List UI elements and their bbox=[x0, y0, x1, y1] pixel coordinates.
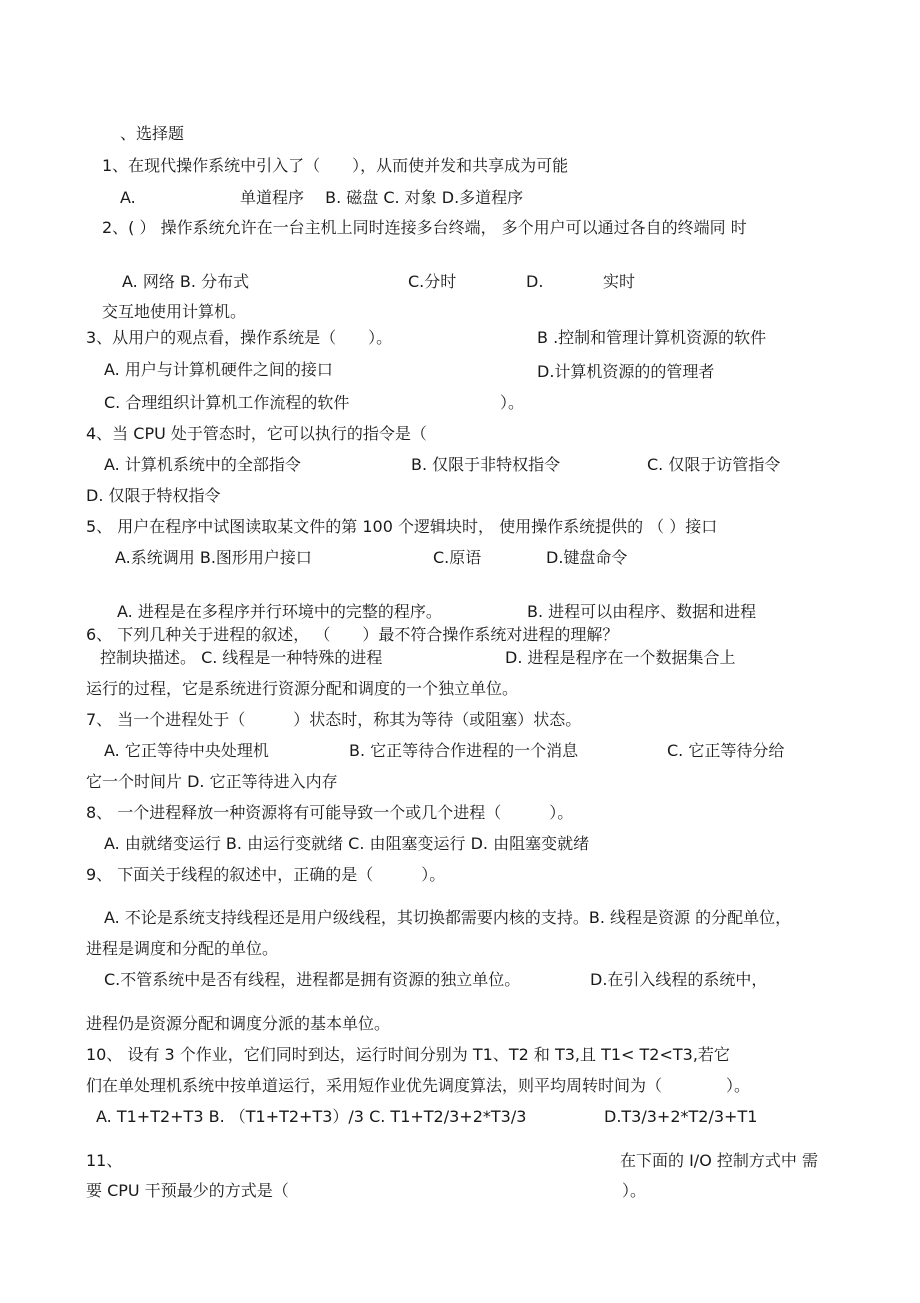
q11-number: 11、 bbox=[86, 1151, 123, 1170]
q10-line2: 们在单处理机系统中按单道运行，采用短作业优先调度算法，则平均周转时间为（ ）。 bbox=[86, 1076, 751, 1095]
q6-option-d: D. 进程是程序在一个数据集合上 bbox=[505, 648, 736, 667]
q7-option-c: C. 它正等待分给 bbox=[667, 741, 785, 760]
q6-option-a: A. 进程是在多程序并行环境中的完整的程序。 bbox=[117, 602, 442, 621]
q2-stem: 2、( ） 操作系统允许在一台主机上同时连接多台终端， 多个用户可以通过各自的终端同 时 bbox=[102, 218, 747, 237]
q8-options: A. 由就绪变运行 B. 由运行变就绪 C. 由阻塞变运行 D. 由阻塞变就绪 bbox=[104, 834, 590, 853]
q3-option-b: B .控制和管理计算机资源的软件 bbox=[537, 328, 767, 347]
q4-stem: 4、当 CPU 处于管态时，它可以执行的指令是（ bbox=[86, 424, 427, 443]
q9-option-d: D.在引入线程的系统中， bbox=[590, 970, 768, 989]
section-title: 、选择题 bbox=[120, 124, 185, 143]
q9-stem: 9、 下面关于线程的叙述中，正确的是（ ）。 bbox=[86, 865, 446, 884]
q5-option-c: C.原语 bbox=[433, 548, 482, 567]
q10-option-d: D.T3/3+2*T2/3+T1 bbox=[604, 1107, 758, 1126]
q8-stem: 8、 一个进程释放一种资源将有可能导致一个或几个进程（ ）。 bbox=[86, 803, 574, 822]
q4-option-c: C. 仅限于访管指令 bbox=[647, 455, 781, 474]
q9-line-d2: 进程仍是资源分配和调度分派的基本单位。 bbox=[86, 1014, 391, 1033]
q3-option-a: A. 用户与计算机硬件之间的接口 bbox=[104, 360, 333, 379]
q3-option-d: D.计算机资源的的管理者 bbox=[537, 362, 715, 381]
q2-tail: 交互地使用计算机。 bbox=[102, 302, 247, 321]
q2-option-d: D. bbox=[526, 272, 544, 291]
q11-stem-right: 在下面的 I/O 控制方式中 需 bbox=[620, 1151, 818, 1170]
q1-options: 单道程序 B. 磁盘 C. 对象 D.多道程序 bbox=[240, 188, 524, 207]
q5-option-d: D.键盘命令 bbox=[546, 548, 628, 567]
q1-option-a: A. bbox=[120, 188, 136, 207]
q11-line2-tail: ）。 bbox=[622, 1181, 647, 1200]
q2-option-d-text: 实时 bbox=[603, 272, 636, 291]
q10-stem: 10、 设有 3 个作业，它们同时到达，运行时间分别为 T1、T2 和 T3,且 T1< T2<T3,若它 bbox=[86, 1045, 730, 1064]
q7-option-a: A. 它正等待中央处理机 bbox=[104, 741, 269, 760]
q11-line2: 要 CPU 干预最少的方式是（ bbox=[86, 1181, 289, 1200]
q7-option-b: B. 它正等待合作进程的一个消息 bbox=[349, 741, 579, 760]
q4-option-a: A. 计算机系统中的全部指令 bbox=[104, 455, 301, 474]
q5-stem: 5、 用户在程序中试图读取某文件的第 100 个逻辑块时， 使用操作系统提供的 （ ）接口 bbox=[86, 517, 718, 536]
q7-line3: 它一个时间片 D. 它正等待进入内存 bbox=[86, 772, 338, 791]
q6-stem: 6、 下列几种关于进程的叙述， （ ）最不符合操作系统对进程的理解？ bbox=[86, 625, 619, 644]
q6-line3: 控制块描述。 C. 线程是一种特殊的进程 bbox=[100, 648, 383, 667]
q2-option-c: C.分时 bbox=[408, 272, 457, 291]
q9-line-a: A. 不论是系统支持线程还是用户级线程，其切换都需要内核的支持。B. 线程是资源 的分配单位， bbox=[104, 908, 792, 927]
q9-line-c: C.不管系统中是否有线程，进程都是拥有资源的独立单位。 bbox=[104, 970, 521, 989]
q7-stem: 7、 当一个进程处于（ ）状态时，称其为等待（或阻塞）状态。 bbox=[86, 710, 582, 729]
q6-option-b: B. 进程可以由程序、数据和进程 bbox=[527, 602, 757, 621]
q3-stem: 3、从用户的观点看，操作系统是（ ）。 bbox=[86, 328, 393, 347]
q10-options-abc: A. T1+T2+T3 B. （T1+T2+T3）/3 C. T1+T2/3+2*T3/3 bbox=[96, 1107, 527, 1126]
q4-option-b: B. 仅限于非特权指令 bbox=[411, 455, 561, 474]
q5-options-ab: A.系统调用 B.图形用户接口 bbox=[115, 548, 312, 567]
q2-options-ab: A. 网络 B. 分布式 bbox=[122, 272, 250, 291]
q1-stem: 1、在现代操作系统中引入了（ ），从而使并发和共享成为可能 bbox=[102, 156, 569, 175]
q3-option-c: C. 合理组织计算机工作流程的软件 bbox=[104, 393, 350, 412]
q9-line-a2: 进程是调度和分配的单位。 bbox=[86, 939, 279, 958]
q3-option-c-tail: ）。 bbox=[500, 393, 525, 412]
q4-option-d: D. 仅限于特权指令 bbox=[86, 486, 221, 505]
q6-line4: 运行的过程，它是系统进行资源分配和调度的一个独立单位。 bbox=[86, 679, 519, 698]
